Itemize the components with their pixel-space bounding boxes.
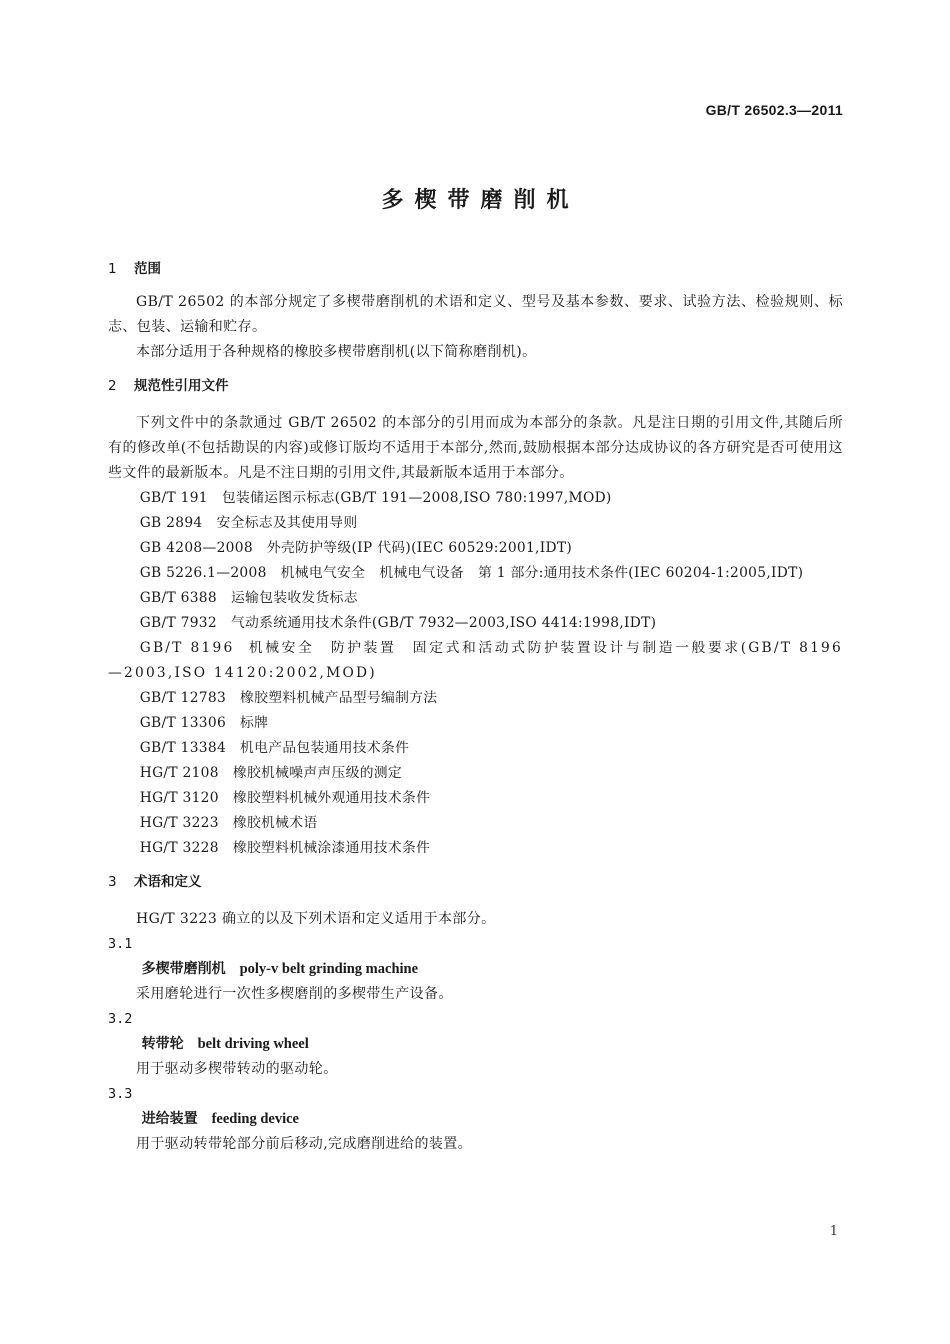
reference-code: GB/T 191 — [139, 490, 208, 506]
term-en: poly-v belt grinding machine — [239, 961, 419, 977]
reference-code: GB 4208—2008 — [139, 540, 253, 556]
scope-paragraph-1: GB/T 26502 的本部分规定了多楔带磨削机的术语和定义、型号及基本参数、要求、试验方法、检验规则、标志、包装、运输和贮存。 — [108, 294, 843, 335]
section-2-heading — [108, 375, 843, 397]
term-number: 3.3 — [108, 1086, 133, 1102]
reference-title: 机电产品包装通用技术条件 — [240, 740, 410, 756]
document-body — [108, 258, 843, 1157]
reference-code: GB/T 13384 — [139, 740, 227, 756]
term-number: 3.2 — [108, 1011, 133, 1027]
references-intro: 下列文件中的条款通过 GB/T 26502 的本部分的引用而成为本部分的条款。凡是注日期的引用文件,其随后所有的修改单(不包括勘误的内容)或修订版均不适用于本部分,然而,鼓励根据本部分达成协议的各方研究是否可使用这些文件的最新版本。凡是不注日期的引用文件,其最新版本适用于本部分。 — [108, 415, 843, 481]
reference-item — [108, 836, 843, 861]
reference-item — [108, 811, 843, 836]
term-zh: 转带轮 — [141, 1036, 184, 1052]
term-number: 3.1 — [108, 936, 133, 952]
scope-paragraph-2: 本部分适用于各种规格的橡胶多楔带磨削机(以下简称磨削机)。 — [136, 344, 537, 360]
standard-code: GB/T 26502.3—2011 — [705, 102, 843, 118]
terms-intro: HG/T 3223 确立的以及下列术语和定义适用于本部分。 — [136, 911, 496, 927]
reference-title: 包装储运图示标志(GB/T 191—2008,ISO 780:1997,MOD) — [221, 490, 612, 506]
reference-code: GB/T 7932 — [139, 615, 217, 631]
term-definition: 用于驱动多楔带转动的驱动轮。 — [136, 1061, 338, 1077]
reference-code: GB/T 8196 — [139, 640, 235, 656]
reference-code: GB/T 13306 — [139, 715, 227, 731]
section-number: 2 — [108, 378, 117, 394]
reference-title: 机械电气安全 机械电气设备 第 1 部分:通用技术条件(IEC 60204-1:2005,IDT) — [280, 565, 804, 581]
reference-code: HG/T 2108 — [139, 765, 219, 781]
reference-title: 机械安全 防护装置 固定式和活动式防护装置设计与制造一般要求(GB/T 8196—2003,ISO 14120:2002,MOD) — [108, 640, 844, 681]
section-title: 范围 — [134, 261, 161, 277]
term-en: belt driving wheel — [197, 1036, 309, 1052]
reference-item — [108, 511, 843, 536]
section-title: 规范性引用文件 — [134, 378, 229, 394]
section-number: 1 — [108, 261, 117, 277]
reference-code: GB 5226.1—2008 — [139, 565, 267, 581]
section-title: 术语和定义 — [134, 874, 202, 890]
reference-item — [108, 686, 843, 711]
reference-item — [108, 736, 843, 761]
reference-item — [108, 761, 843, 786]
reference-title: 橡胶塑料机械产品型号编制方法 — [240, 690, 438, 706]
term-definition: 采用磨轮进行一次性多楔磨削的多楔带生产设备。 — [136, 986, 453, 1002]
term-definition: 用于驱动转带轮部分前后移动,完成磨削进给的装置。 — [136, 1136, 473, 1152]
document-title: 多楔带磨削机 — [381, 188, 580, 213]
reference-item — [108, 586, 843, 611]
reference-item — [108, 636, 843, 686]
reference-title: 外壳防护等级(IP 代码)(IEC 60529:2001,IDT) — [266, 540, 573, 556]
term-heading — [108, 1107, 843, 1132]
reference-code: HG/T 3223 — [139, 815, 219, 831]
reference-title: 运输包装收发货标志 — [230, 590, 358, 606]
page-number: 1 — [829, 1224, 838, 1239]
section-1-heading — [108, 258, 843, 280]
reference-title: 橡胶机械噪声声压级的测定 — [232, 765, 403, 781]
reference-title: 安全标志及其使用导则 — [216, 515, 358, 531]
reference-item — [108, 611, 843, 636]
term-heading — [108, 1032, 843, 1057]
reference-title: 橡胶塑料机械外观通用技术条件 — [232, 790, 431, 806]
reference-code: GB/T 6388 — [139, 590, 217, 606]
reference-code: GB/T 12783 — [139, 690, 227, 706]
reference-title: 气动系统通用技术条件(GB/T 7932—2003,ISO 4414:1998,IDT) — [230, 615, 657, 631]
reference-item — [108, 561, 843, 586]
term-en: feeding device — [211, 1111, 299, 1127]
reference-item — [108, 711, 843, 736]
reference-item — [108, 536, 843, 561]
reference-item — [108, 786, 843, 811]
reference-item — [108, 486, 843, 511]
reference-title: 橡胶塑料机械涂漆通用技术条件 — [232, 840, 431, 856]
reference-code: HG/T 3228 — [139, 840, 219, 856]
term-zh: 多楔带磨削机 — [141, 961, 226, 977]
reference-title: 标牌 — [240, 715, 269, 731]
reference-title: 橡胶机械术语 — [232, 815, 318, 831]
section-number: 3 — [108, 874, 117, 890]
term-heading — [108, 957, 843, 982]
section-3-heading — [108, 871, 843, 893]
term-zh: 进给装置 — [141, 1111, 198, 1127]
reference-code: HG/T 3120 — [139, 790, 219, 806]
reference-code: GB 2894 — [139, 515, 203, 531]
